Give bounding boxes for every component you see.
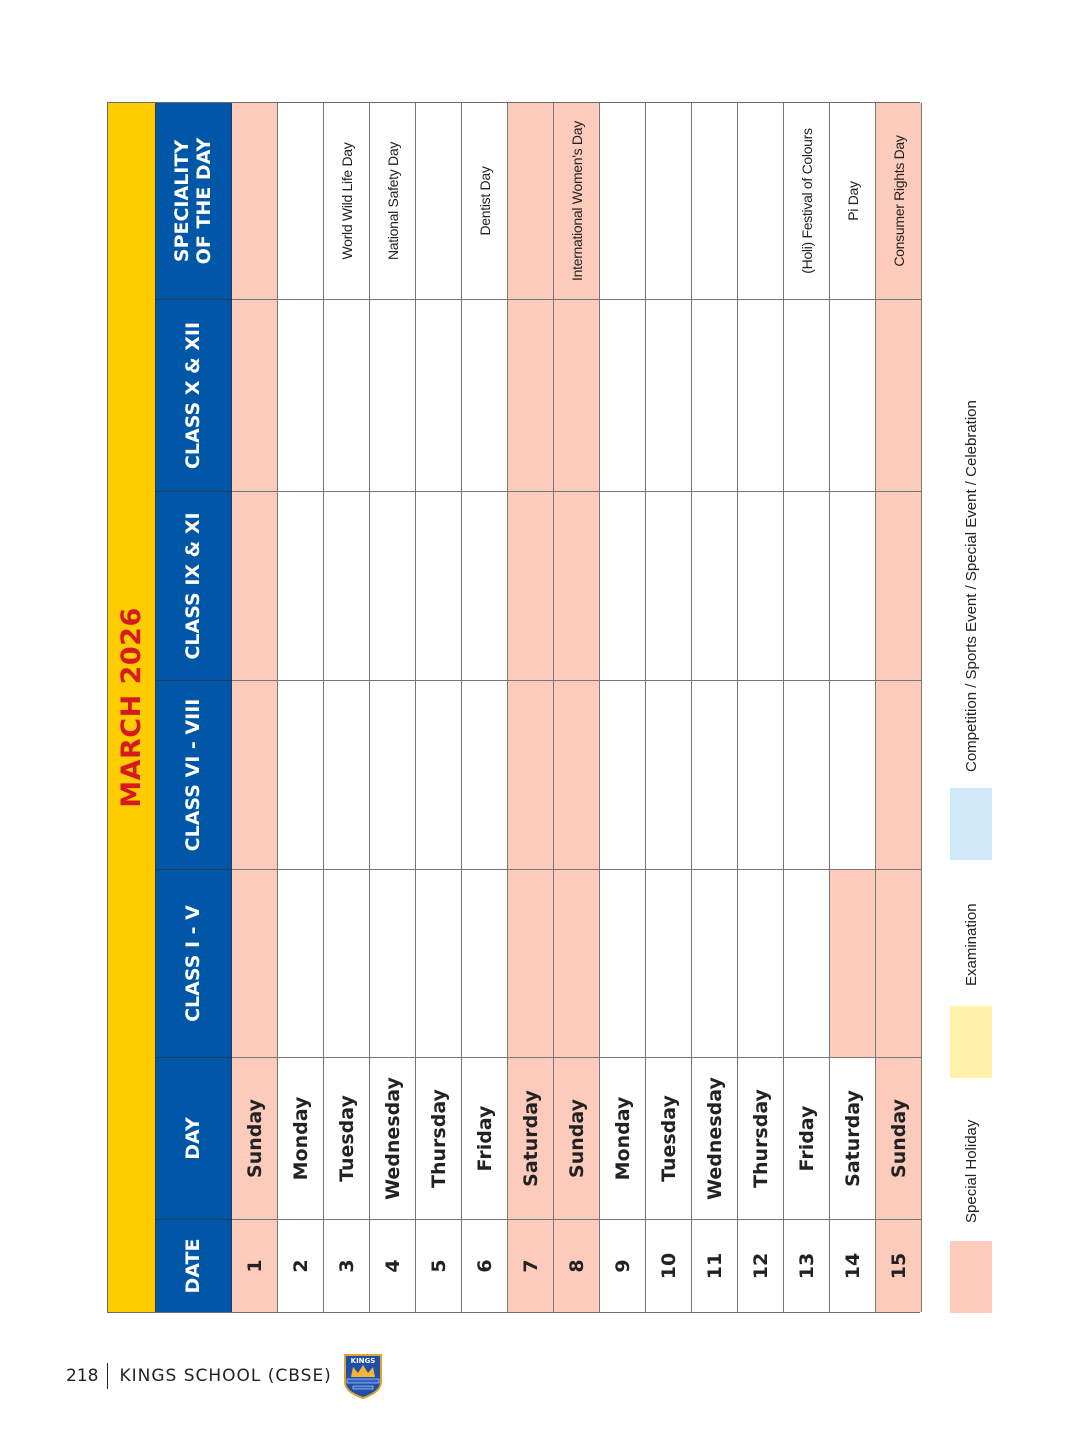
date-number: 15: [887, 1252, 910, 1280]
cell-class3: [784, 491, 830, 680]
cell-class3: [554, 491, 600, 680]
cell-class4: [370, 299, 416, 491]
cell-speciality: [646, 103, 692, 299]
cell-speciality: [278, 103, 324, 299]
cell-class1: [784, 869, 830, 1057]
date-number: 14: [841, 1252, 864, 1280]
school-name: KINGS SCHOOL (CBSE): [119, 1366, 332, 1386]
date-number: 8: [565, 1259, 588, 1273]
cell-class1: [600, 869, 646, 1057]
day-name: Sunday: [243, 1099, 266, 1178]
cell-class1: [232, 869, 278, 1057]
cell-class2: [324, 680, 370, 869]
date-number: 10: [657, 1252, 680, 1280]
legend-label-examination: Examination: [962, 903, 980, 986]
cell-class3: [646, 491, 692, 680]
cell-speciality: [232, 103, 278, 299]
cell-speciality: [324, 103, 370, 299]
cell-class4: [462, 299, 508, 491]
cell-speciality: [876, 103, 922, 299]
header-class-x-xii: CLASS X & XII: [156, 299, 232, 491]
cell-class2: [830, 680, 876, 869]
cell-class3: [232, 491, 278, 680]
day-name: Thursday: [427, 1089, 450, 1188]
date-number: 6: [473, 1259, 496, 1273]
cell-class2: [646, 680, 692, 869]
date-number: 5: [427, 1259, 450, 1273]
cell-class1: [370, 869, 416, 1057]
cell-day: [784, 1057, 830, 1219]
day-name: Saturday: [519, 1090, 542, 1187]
svg-text:KINGS: KINGS: [350, 1357, 376, 1365]
cell-class4: [232, 299, 278, 491]
date-number: 12: [749, 1252, 772, 1280]
cell-class4: [600, 299, 646, 491]
cell-date: [692, 1219, 738, 1312]
cell-date: [738, 1219, 784, 1312]
day-name: Thursday: [749, 1089, 772, 1188]
day-name: Monday: [289, 1096, 312, 1181]
cell-class1: [738, 869, 784, 1057]
cell-speciality: [738, 103, 784, 299]
cell-class1: [278, 869, 324, 1057]
day-name: Wednesday: [703, 1077, 726, 1200]
header-speciality-line1: SPECIALITY: [170, 139, 193, 263]
cell-date: [462, 1219, 508, 1312]
cell-date: [646, 1219, 692, 1312]
speciality-text: World Wild Life Day: [338, 142, 355, 260]
cell-date: [278, 1219, 324, 1312]
cell-speciality: [692, 103, 738, 299]
date-number: 3: [335, 1259, 358, 1273]
legend-label-competition: Competition / Sports Event / Special Event / Celebration: [962, 400, 980, 772]
day-name: Wednesday: [381, 1077, 404, 1200]
cell-day: [370, 1057, 416, 1219]
date-number: 7: [519, 1259, 542, 1273]
cell-day: [692, 1057, 738, 1219]
cell-class2: [738, 680, 784, 869]
cell-class4: [830, 299, 876, 491]
school-logo-icon: [342, 1352, 384, 1400]
cell-class3: [462, 491, 508, 680]
cell-class1: [416, 869, 462, 1057]
cell-class3: [324, 491, 370, 680]
cell-date: [876, 1219, 922, 1312]
cell-class4: [278, 299, 324, 491]
cell-speciality: [462, 103, 508, 299]
cell-speciality: [600, 103, 646, 299]
header-class-vi-viii: CLASS VI - VIII: [156, 680, 232, 869]
speciality-text: (Holi) Festival of Colours: [798, 128, 815, 274]
cell-date: [232, 1219, 278, 1312]
cell-date: [416, 1219, 462, 1312]
cell-class2: [600, 680, 646, 869]
cell-date: [508, 1219, 554, 1312]
speciality-text: International Women's Day: [568, 121, 585, 281]
speciality-text: National Safety Day: [384, 141, 401, 261]
legend-label-special-holiday: Special Holiday: [962, 1119, 980, 1223]
cell-day: [830, 1057, 876, 1219]
cell-class3: [738, 491, 784, 680]
cell-date: [554, 1219, 600, 1312]
cell-class3: [876, 491, 922, 680]
cell-speciality: [554, 103, 600, 299]
cell-class4: [508, 299, 554, 491]
cell-class1: [830, 869, 876, 1057]
cell-class3: [830, 491, 876, 680]
cell-class4: [324, 299, 370, 491]
header-class-ix-xi: CLASS IX & XI: [156, 491, 232, 680]
cell-date: [600, 1219, 646, 1312]
cell-class4: [646, 299, 692, 491]
cell-date: [784, 1219, 830, 1312]
cell-speciality: [784, 103, 830, 299]
cell-class4: [692, 299, 738, 491]
cell-class1: [462, 869, 508, 1057]
date-number: 2: [289, 1259, 312, 1273]
cell-class3: [416, 491, 462, 680]
date-number: 11: [703, 1252, 726, 1280]
footer-divider: [107, 1363, 108, 1389]
speciality-text: Dentist Day: [476, 166, 493, 236]
day-name: Friday: [473, 1105, 496, 1172]
cell-date: [370, 1219, 416, 1312]
date-number: 9: [611, 1259, 634, 1273]
cell-class2: [278, 680, 324, 869]
cell-speciality: [508, 103, 554, 299]
day-name: Saturday: [841, 1090, 864, 1187]
month-title: MARCH 2026: [116, 607, 147, 808]
header-date: DATE: [156, 1219, 232, 1312]
day-name: Friday: [795, 1105, 818, 1172]
header-class-i-v: CLASS I - V: [156, 869, 232, 1057]
day-name: Monday: [611, 1096, 634, 1181]
day-name: Tuesday: [657, 1095, 680, 1182]
day-name: Sunday: [887, 1099, 910, 1178]
legend-swatch-competition: [950, 788, 992, 860]
cell-day: [462, 1057, 508, 1219]
cell-speciality: [416, 103, 462, 299]
cell-class1: [646, 869, 692, 1057]
cell-class2: [692, 680, 738, 869]
speciality-text: Consumer Rights Day: [890, 135, 907, 267]
cell-class3: [370, 491, 416, 680]
cell-class2: [370, 680, 416, 869]
cell-class4: [784, 299, 830, 491]
cell-class4: [738, 299, 784, 491]
day-name: Sunday: [565, 1099, 588, 1178]
header-speciality: [156, 103, 232, 299]
cell-speciality: [830, 103, 876, 299]
date-number: 13: [795, 1252, 818, 1280]
cell-day: [232, 1057, 278, 1219]
cell-class3: [692, 491, 738, 680]
cell-class3: [508, 491, 554, 680]
cell-class2: [876, 680, 922, 869]
cell-class4: [554, 299, 600, 491]
cell-class1: [876, 869, 922, 1057]
page-number: 218: [66, 1366, 99, 1386]
legend: [950, 340, 992, 1313]
cell-day: [738, 1057, 784, 1219]
cell-date: [830, 1219, 876, 1312]
cell-day: [508, 1057, 554, 1219]
cell-class3: [600, 491, 646, 680]
cell-day: [324, 1057, 370, 1219]
cell-day: [876, 1057, 922, 1219]
legend-swatch-special-holiday: [950, 1241, 992, 1313]
cell-class2: [508, 680, 554, 869]
cell-day: [278, 1057, 324, 1219]
cell-class2: [462, 680, 508, 869]
cell-class2: [784, 680, 830, 869]
date-number: 4: [381, 1259, 404, 1273]
calendar-grid: [156, 103, 922, 1312]
header-speciality-line2: OF THE DAY: [192, 137, 215, 265]
cell-day: [416, 1057, 462, 1219]
header-day: DAY: [156, 1057, 232, 1219]
date-number: 1: [243, 1259, 266, 1273]
cell-class2: [554, 680, 600, 869]
page-footer: [66, 1357, 384, 1391]
cell-class1: [554, 869, 600, 1057]
day-name: Tuesday: [335, 1095, 358, 1182]
cell-class1: [324, 869, 370, 1057]
legend-swatch-examination: [950, 1006, 992, 1078]
cell-day: [554, 1057, 600, 1219]
cell-date: [324, 1219, 370, 1312]
cell-class3: [278, 491, 324, 680]
cell-class4: [416, 299, 462, 491]
cell-class2: [232, 680, 278, 869]
cell-speciality: [370, 103, 416, 299]
speciality-text: Pi Day: [844, 181, 861, 221]
month-title-band: [108, 103, 156, 1312]
cell-day: [600, 1057, 646, 1219]
cell-day: [646, 1057, 692, 1219]
cell-class1: [508, 869, 554, 1057]
cell-class2: [416, 680, 462, 869]
cell-class1: [692, 869, 738, 1057]
march-calendar-table: [107, 102, 920, 1313]
cell-class4: [876, 299, 922, 491]
